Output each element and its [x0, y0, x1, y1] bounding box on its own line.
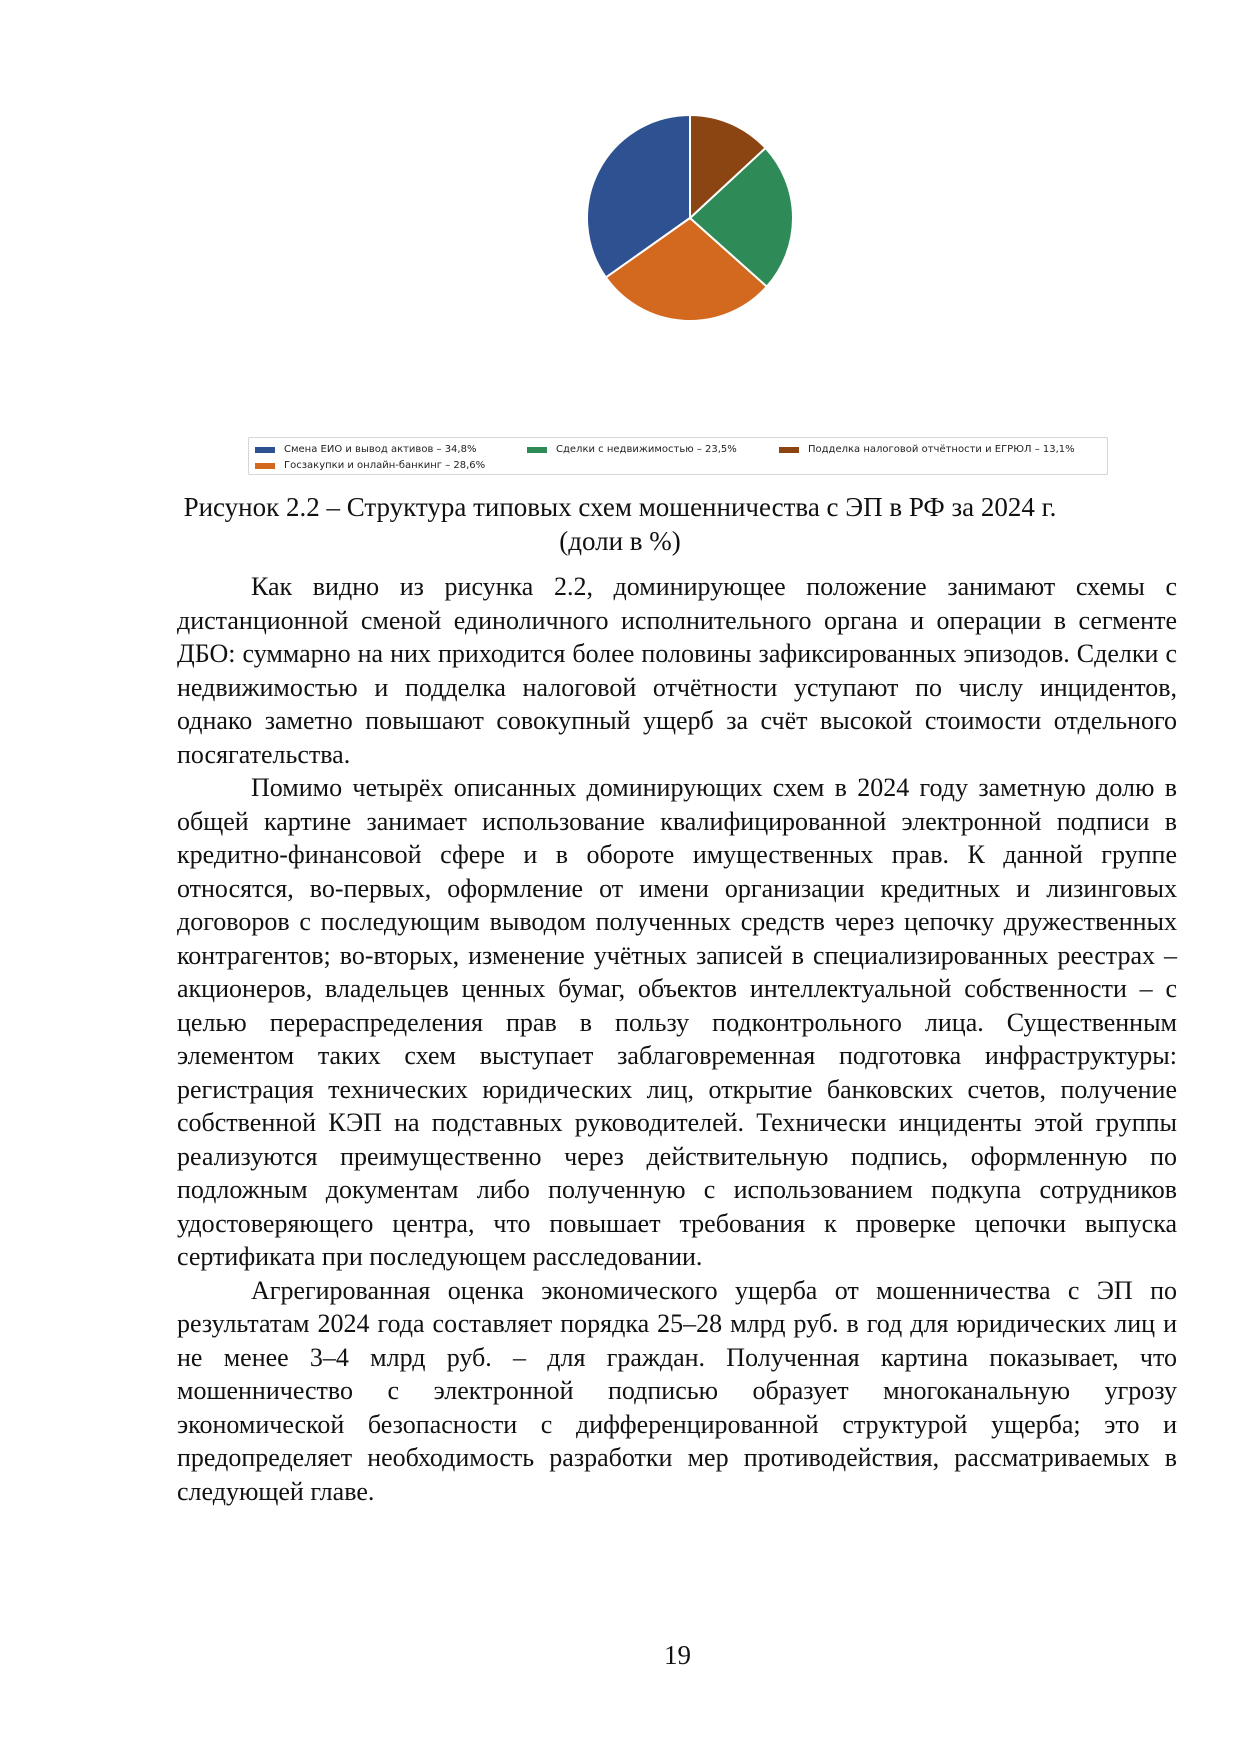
legend-label: Подделка налоговой отчётности и ЕГРЮЛ – 13,1%: [808, 444, 1075, 455]
legend-label: Смена ЕИО и вывод активов – 34,8%: [284, 444, 477, 455]
figure-caption-line1: Рисунок 2.2 – Структура типовых схем мошенничества с ЭП в РФ за 2024 г.: [183, 492, 1057, 522]
legend-item-realty: [527, 444, 737, 455]
legend-item-tax: [779, 444, 1075, 455]
pie-chart: [540, 115, 840, 375]
legend-swatch: [527, 447, 547, 453]
legend-item-eio: [255, 444, 476, 455]
chart-legend: [248, 437, 1108, 475]
legend-label: Госзакупки и онлайн-банкинг – 28,6%: [284, 460, 486, 471]
figure-caption-line2: (доли в %): [559, 526, 681, 556]
legend-item-procurement: [255, 460, 485, 471]
body-text: [177, 570, 1177, 1508]
legend-label: Сделки с недвижимостью – 23,5%: [556, 444, 737, 455]
paragraph: Помимо четырёх описанных доминирующих схем в 2024 году заметную долю в общей картине занимает использование квалифицированной электронной подписи в кредитно-финансовой сфере и в обороте имущественных прав. К данной группе относятся, во-первых, оформление от имени организации кредитных и лизинговых договоров с последующим выводом полученных средств через цепочку дружественных контрагентов; во-вторых, изменение учётных записей в специализированных реестрах – акционеров, владельцев ценных бумаг, объектов интеллектуальной собственности – с целью перераспределения прав в пользу подконтрольного лица. Существенным элементом таких схем выступает заблаговременная подготовка инфраструктуры: регистрация технических юридических лиц, открытие банковских счетов, получение собственной КЭП на подставных руководителей. Технически инциденты этой группы реализуются преимущественно через действительную подпись, оформленную по подложным документам либо полученную с использованием подкупа сотрудников удостоверяющего центра, что повышает требования к проверке цепочки выпуска сертификата при последующем расследовании.: [177, 773, 1177, 1271]
legend-swatch: [255, 463, 275, 469]
paragraph: Агрегированная оценка экономического ущерба от мошенничества с ЭП по результатам 2024 года составляет порядка 25–28 млрд руб. в год для юридических лиц и не менее 3–4 млрд руб. – для граждан. Полученная картина показывает, что мошенничество с электронной подписью образует многоканальную угрозу экономической безопасности с дифференцированной структурой ущерба; это и предопределяет необходимость разработки мер противодействия, рассматриваемых в следующей главе.: [177, 1275, 1177, 1506]
legend-swatch: [255, 447, 275, 453]
page-number: 19: [664, 1640, 691, 1670]
pie-chart-svg: [540, 115, 840, 375]
figure-caption: [180, 490, 1060, 558]
legend-swatch: [779, 447, 799, 453]
paragraph: Как видно из рисунка 2.2, доминирующее положение занимают схемы с дистанционной сменой единоличного исполнительного органа и операции в сегменте ДБО: суммарно на них приходится более половины зафиксированных эпизодов. Сделки с недвижимостью и подделка налоговой отчётности уступают по числу инцидентов, однако заметно повышают совокупный ущерб за счёт высокой стоимости отдельного посягательства.: [177, 572, 1177, 769]
